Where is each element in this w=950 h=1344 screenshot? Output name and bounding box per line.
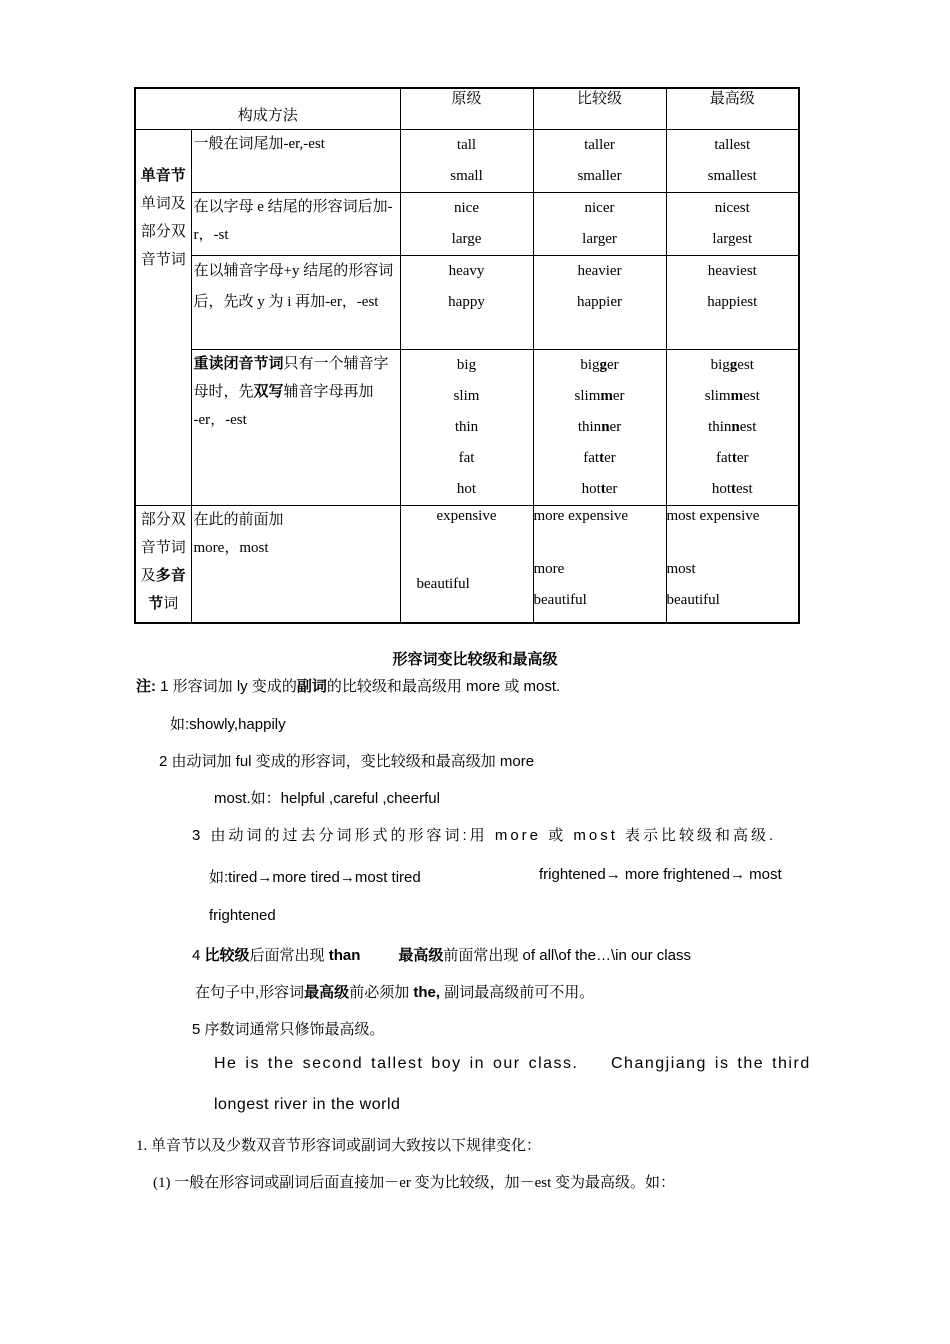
note-2-example: most.如：helpful ,careful ,cheerful: [214, 790, 440, 807]
section-1-heading: 1. 单音节以及少数双音节形容词或副词大致按以下规律变化：: [136, 1138, 542, 1154]
superlative-cell: most expensive most beautiful: [666, 506, 799, 623]
note-3-example-3: frightened: [209, 907, 276, 924]
note-4: 4 比较级后面常出现 than 最高级前面常出现 of all\of the…\in our class: [192, 947, 691, 964]
method-double-consonant: 重读闭音节词只有一个辅音字母时，先双写辅音字母再加 -er，-est: [191, 350, 400, 506]
positive-cell: big slim thin fat hot: [400, 350, 533, 506]
positive-cell: expensive beautiful: [400, 506, 533, 623]
header-positive: 原级: [400, 88, 533, 130]
note-4-rule: 在句子中,形容词最高级前必须加 the, 副词最高级前可不用。: [195, 984, 595, 1001]
category-monosyllabic: 单音节单词及部分双音节词: [135, 130, 191, 506]
note-2: 2 由动词加 ful 变成的形容词，变比较级和最高级加 more: [159, 753, 535, 770]
superlative-cell: biggest slimmest thinnest fatter hottest: [666, 350, 799, 506]
note-3-example-1: 如:tired→more tired→most tired: [209, 869, 421, 886]
note-3-example-2: frightened→ more frightened→ most: [539, 866, 782, 883]
superlative-cell: tallest smallest: [666, 130, 799, 193]
method-more-most: 在此的前面加 more，most: [191, 506, 400, 623]
note-5: 5 序数词通常只修饰最高级。: [192, 1021, 385, 1038]
category-polysyllabic: 部分双音节词及多音节词: [135, 506, 191, 623]
note-5-example-2: Changjiang is the third: [611, 1055, 811, 1072]
positive-cell: heavy happy: [400, 256, 533, 350]
positive-cell: tall small: [400, 130, 533, 193]
positive-cell: nice large: [400, 193, 533, 256]
comparative-cell: taller smaller: [533, 130, 666, 193]
table-caption: 形容词变比较级和最高级: [392, 651, 558, 668]
comparative-cell: more expensive more beautiful: [533, 506, 666, 623]
method-y-ending: 在以辅音字母+y 结尾的形容词后，先改 y 为 i 再加-er，-est: [191, 256, 400, 350]
header-superlative: 最高级: [666, 88, 799, 130]
section-1-rule-1: (1) 一般在形容词或副词后面直接加－er 变为比较级，加－est 变为最高级。如：: [153, 1175, 676, 1191]
note-3: 3 由动词的过去分词形式的形容词:用 more 或 most 表示比较级和高级.: [192, 827, 777, 844]
header-method: 构成方法: [135, 88, 400, 130]
comparison-table: [134, 87, 800, 624]
comparative-cell: bigger slimmer thinner fatter hotter: [533, 350, 666, 506]
note-5-example-1: He is the second tallest boy in our class.: [214, 1055, 579, 1072]
comparative-cell: nicer larger: [533, 193, 666, 256]
method-er-est: 一般在词尾加-er,-est: [191, 130, 400, 193]
header-comparative: 比较级: [533, 88, 666, 130]
note-1-example: 如:showly,happily: [170, 716, 286, 733]
superlative-cell: heaviest happiest: [666, 256, 799, 350]
superlative-cell: nicest largest: [666, 193, 799, 256]
note-5-example-3: longest river in the world: [214, 1096, 401, 1113]
method-e-ending: 在以字母 e 结尾的形容词后加-r，-st: [191, 193, 400, 256]
note-1: 注: 1 形容词加 ly 变成的副词的比较级和最高级用 more 或 most.: [136, 678, 561, 695]
comparative-cell: heavier happier: [533, 256, 666, 350]
